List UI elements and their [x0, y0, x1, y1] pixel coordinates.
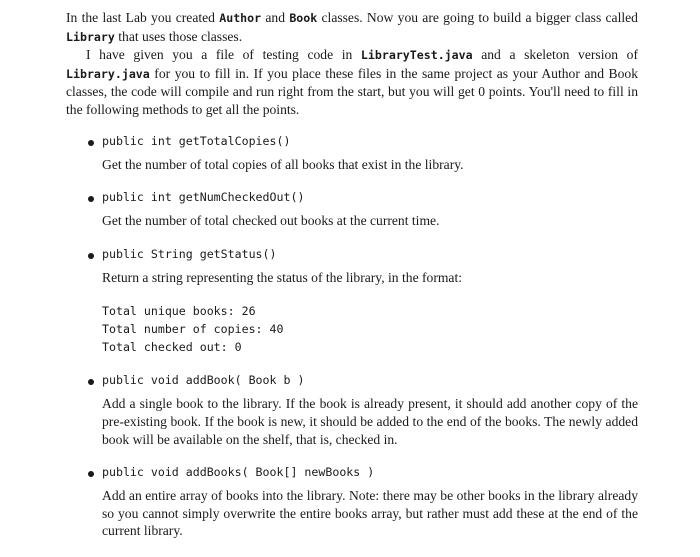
list-item [66, 372, 638, 448]
method-signature: public void addBooks( Book[] newBooks ) [102, 465, 375, 480]
list-item [66, 133, 638, 174]
method-description: Return a string representing the status of the library, in the format: [102, 269, 463, 285]
bullet-icon [88, 196, 94, 202]
method-description: Get the number of total copies of all books that exist in the library. [102, 156, 464, 172]
method-description: Add a single book to the library. If the book is already present, it should add another copy of the pre-existing book. If the book is new, it should be added to the end of the books. The newly added book will be available on the shelf, that is, checked in. [102, 396, 638, 447]
list-item [66, 464, 638, 540]
intro-p1-seg-2: and [261, 10, 290, 25]
bullet-icon [88, 140, 94, 146]
intro-p2-code-library-java: Library.java [66, 66, 150, 81]
bullet-icon [88, 253, 94, 259]
list-item [66, 189, 638, 230]
intro-paragraph-2 [66, 46, 638, 118]
method-signature: public String getStatus() [102, 246, 277, 261]
method-list [66, 133, 638, 540]
intro-p2-seg-0: I have given you a file of testing code in [86, 47, 361, 63]
bullet-icon [88, 471, 94, 477]
method-signature: public int getTotalCopies() [102, 133, 291, 148]
method-description: Add an entire array of books into the library. Note: there may be other books in the library already so you cannot simply overwrite the entire books array, but rather must add these at the end of the current library. [102, 488, 638, 539]
intro-p2-seg-4: for you to fill in. If you place these files in the same project as your Author and Book classes, the code will compile and run right from the start, but you will get 0 points. You'll need to fill in the following methods to get all the points. [66, 65, 638, 117]
intro-p1-seg-6: that uses those classes. [114, 28, 243, 44]
intro-p1-seg-0: In the last Lab you created [66, 10, 220, 25]
list-item [66, 246, 638, 357]
code-line: Total unique books: 26 [102, 304, 256, 319]
status-format-code-block [102, 302, 638, 356]
method-description: Get the number of total checked out books at the current time. [102, 213, 440, 229]
code-line: Total number of copies: 40 [102, 322, 284, 337]
intro-p2-code-librarytest: LibraryTest.java [360, 48, 473, 63]
bullet-icon [88, 379, 94, 385]
method-signature: public int getNumCheckedOut() [102, 190, 305, 205]
intro-p1-code-book: Book [289, 11, 318, 25]
intro-p1-code-author: Author [219, 11, 262, 25]
intro-paragraph-1 [66, 9, 638, 46]
intro-p1-code-library: Library [66, 29, 115, 44]
intro-p1-seg-4: classes. Now you are going to build a bigger class called [317, 10, 638, 25]
method-signature: public void addBook( Book b ) [102, 373, 305, 388]
code-line: Total checked out: 0 [102, 340, 242, 355]
intro-p2-seg-2: and a skeleton version of [472, 47, 639, 63]
document-page [66, 9, 638, 556]
